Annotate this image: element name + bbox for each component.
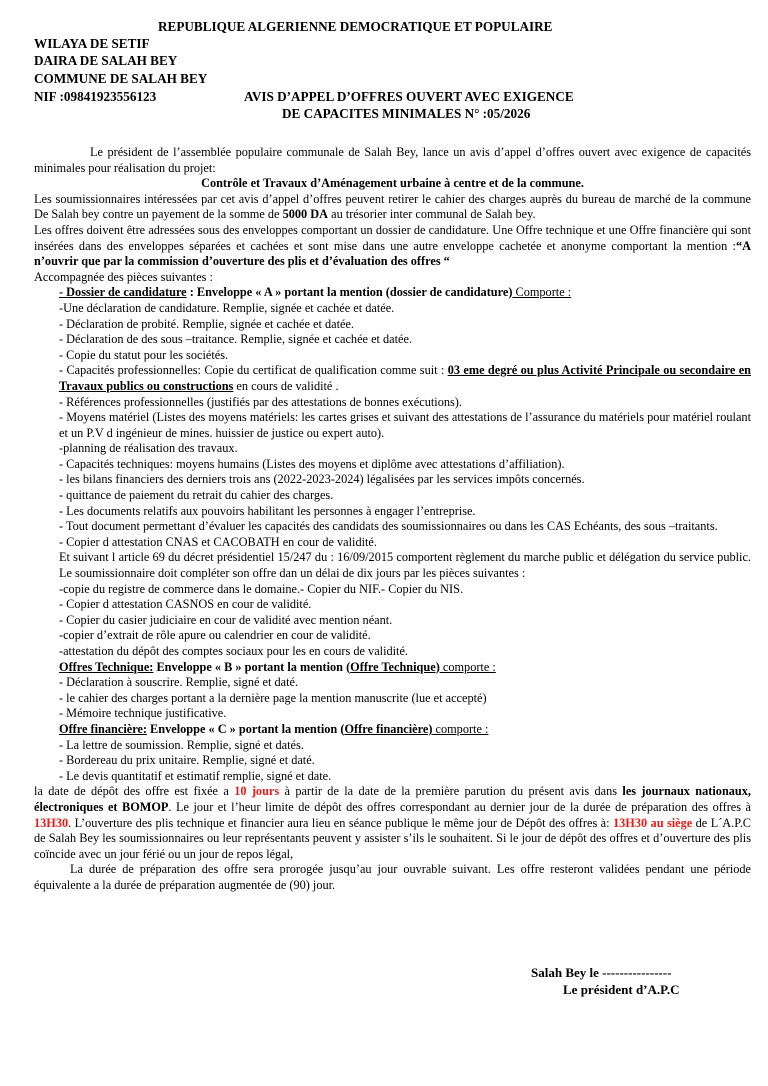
nif-line: NIF :09841923556123 [34,89,157,104]
envelopes-text: Les offres doivent être adressées sous des enveloppes comportant un dossier de candidature. Une Offre technique et une Offre financière qui sont insérées dans des enveloppes séparées et cachées et sont mise dans une autre enveloppe cachetée et anonyme comportant la mention : [34,222,751,253]
deposit-days: 10 jours [234,784,280,799]
avis-title-line1: AVIS D’APPEL D’OFFRES OUVERT AVEC EXIGENCE [244,89,574,104]
dossier-item: - Capacités techniques: moyens humains (Listes des moyens et diplôme avec attestations d’affiliation). [59,456,565,471]
envelope-mention: “A n’ouvrir que par la commission d’ouverture des plis et d’évaluation des offres “ [34,238,751,269]
envelopes-paragraph [34,223,751,270]
dossier-item: - quittance de paiement du retrait du cahier des charges. [59,488,334,503]
dossier-item: -planning de réalisation des travaux. [59,441,238,456]
dossier-envelope: : Enveloppe « A » portant la mention (dossier de candidature) [186,285,513,300]
republic-header: REPUBLIQUE ALGERIENNE DEMOCRATIQUE ET POPULAIRE [158,19,553,34]
technique-comporte: comporte : [439,659,496,674]
retrait-text-a: Les soumissionnaires intéressées par cet avis d’appel d’offres peuvent retirer le cahier des charges auprès du bureau de marché de la commune De Salah bey contre un payement de la somme de [34,191,751,222]
dossier-item: - Copier d attestation CNAS et CACOBATH en cour de validité. [59,534,377,549]
financiere-title: Offre financière: [59,721,147,736]
avis-title-line2: DE CAPACITES MINIMALES N° :05/2026 [282,106,531,121]
technique-title: Offres Technique: [59,659,154,674]
financiere-mention: Offre financière) [344,721,433,736]
financiere-comporte: comporte : [432,721,489,736]
dossier-item: -attestation du dépôt des comptes sociaux pour les en cours de validité. [59,644,409,658]
financiere-envelope: Enveloppe « C » portant la mention ( [146,721,345,736]
dossier-item: - Déclaration de des sous –traitance. Remplie, signée et cachée et datée. [59,332,413,347]
project-title: Contrôle et Travaux d’Aménagement urbaine à centre et de la commune. [201,176,584,191]
dossier-item: -copier d’extrait de rôle apure ou calendrier en cour de validité. [59,628,371,643]
technique-mention: Offre Technique) [350,659,440,674]
daira-line: DAIRA DE SALAH BEY [34,53,178,68]
intro-paragraph: Le président de l’assemblée populaire communale de Salah Bey, lance un avis d’appel d’offres ouvert avec exigence de capacités minimales pour réalisation du projet: [34,145,751,175]
dossier-item: - Les documents relatifs aux pouvoirs habilitant les personnes à engager l’entreprise. [59,503,476,518]
financiere-item: - Bordereau du prix unitaire. Remplie, signé et daté. [59,753,315,768]
pieces-intro: Accompagnée des pièces suivantes : [34,269,213,284]
dossier-header [34,285,751,301]
technique-envelope: Enveloppe « B » portant la mention ( [153,659,351,674]
technique-item: - Mémoire technique justificative. [59,706,227,721]
retrait-text-b: au trésorier inter communal de Salah bey. [328,207,536,222]
dossier-item: - Moyens matériel (Listes des moyens matériels: les cartes grises et suivant des attestations de l’assurance du matériels pour matériel roulant et un P.V d ingénieur de mines. huissier de justice ou expert auto). [59,410,751,440]
technique-item: - Déclaration à souscrire. Remplie, signé et daté. [59,675,299,690]
closing-text: de L´A.P.C de Salah Bey les soumissionnaires ou leur représentants peuvent y assister s’ils le souhaitent. Si le jour de dépôt des offres et d’ouverture des plis coïncide avec un jour férié ou un jour de repos légal, [34,815,752,861]
dossier-item: - Références professionnelles (justifiés par des attestations de bonnes exécutions). [59,394,462,409]
cap-prof-degree: 03 eme degré ou plus Activité Principale ou secondaire en Travaux publics ou constructions [59,363,751,393]
retrait-amount: 5000 DA [282,207,329,222]
dossier-comporte: Comporte : [512,285,572,300]
wilaya-line: WILAYA DE SETIF [34,36,150,51]
financiere-item: - La lettre de soumission. Remplie, signé et datés. [59,737,304,752]
dossier-item: - Tout document permettant d’évaluer les capacités des candidats des soumissionnaires ou dans les CAS Echéants, des sous –traitants. [59,519,718,534]
dossier-item: - Copier du casier judiciaire en cour de validité avec mention néant. [59,612,393,627]
dossier-item: - Déclaration de probité. Remplie, signée et cachée et datée. [59,316,354,331]
dossier-item: -copie du registre de commerce dans le domaine.- Copier du NIF.- Copier du NIS. [59,581,464,596]
capacites-professionnelles [34,363,751,394]
retrait-paragraph [34,192,751,223]
signature-date: Salah Bey le ---------------- [531,965,672,980]
cap-prof-text: - Capacités professionnelles: Copie du certificat de qualification comme suit : [59,363,448,378]
validity-paragraph: La durée de préparation des offre sera prorogée jusqu’au jour ouvrable suivant. Les offre resteront validées pendant une période équivalente a la durée de préparation augmentée de (90) jour. [34,862,751,892]
deposit-time: 13H30 [34,815,69,830]
cap-prof-validity: en cours de validité . [233,378,339,393]
closing-text: . Le jour et l’heur limite de dépôt des offres correspondant au dernier jour de la durée de préparation des offres à [168,799,751,814]
dossier-item: - Copier d attestation CASNOS en cour de validité. [59,597,312,612]
dossier-item: - les bilans financiers des derniers trois ans (2022-2023-2024) légalisées par les services impôts concernés. [59,472,585,487]
journals: les journaux nationaux, électroniques et BOMOP [34,784,751,814]
dossier-item: - Copie du statut pour les sociétés. [59,347,229,362]
financiere-item: - Le devis quantitatif et estimatif remplie, signé et date. [59,768,332,783]
commune-line: COMMUNE DE SALAH BEY [34,71,208,86]
offre-technique-header [34,660,751,676]
opening-place: 13H30 au siège [612,815,693,830]
dossier-item: -Une déclaration de candidature. Remplie, signée et cachée et datée. [59,300,395,315]
closing-paragraph [34,784,751,862]
document-body [34,145,751,894]
technique-item: - le cahier des charges portant a la dernière page la mention manuscrite (lue et accepté) [59,690,487,705]
closing-text: . L’ouverture des plis technique et financier aura lieu en séance publique le même jour de Dépôt des offres à: [68,815,613,830]
signature-title: Le président d’A.P.C [563,982,680,997]
closing-text: la date de dépôt des offre est fixée a [34,784,235,799]
dossier-title: - Dossier de candidature [59,285,187,300]
offre-financiere-header [34,722,751,738]
decret-paragraph: Et suivant l article 69 du décret présidentiel 15/247 du : 16/09/2015 comportent règlement du marche public et délégation du service public. Le soumissionnaire doit compléter son offre dan un délai de dix jours par les pièces suivantes : [59,550,751,581]
closing-text: à partir de la date de la première parution du présent avis dans [279,784,623,799]
